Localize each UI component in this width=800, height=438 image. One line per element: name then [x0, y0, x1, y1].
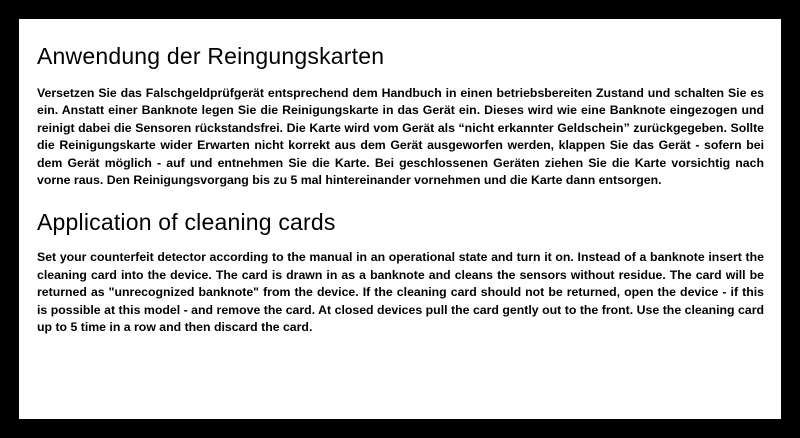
english-heading: Application of cleaning cards — [37, 209, 336, 236]
english-section — [37, 207, 764, 336]
german-heading: Anwendung der Reingungskarten — [37, 43, 385, 69]
german-paragraph: Versetzen Sie das Falschgeldprüfgerät entsprechend dem Handbuch in einen betriebsbereiten Zustand und schalten Sie es ein. Anstatt einer Banknote legen Sie die Reinigungskarte in das Gerät ein. Dieses wird wie eine Banknote eingezogen und reinigt dabei die Sensoren rückstandsfrei. Die Karte wird vom Gerät als “nicht erkannter Geldschein” zurückgegeben. Sollte die Reinigungskarte wider Erwarten nicht korrekt aus dem Gerät ausgeworfen werden, klappen Sie das Gerät - sofern bei dem Gerät möglich - auf und entnehmen Sie die Karte. Bei geschlossenen Geräten ziehen Sie die Karte vorsichtig nach vorne raus. Den Reinigungsvorgang bis zu 5 mal hintereinander vornehmen und die Karte dann entsorgen. — [37, 86, 764, 188]
english-paragraph: Set your counterfeit detector according to the manual in an operational state and turn it on. Instead of a banknote insert the cleaning card into the device. The card is drawn in as a banknote and cleans the sensors without residue. The card will be returned as "unrecognized banknote" from the device. If the cleaning card should not be returned, open the device - if this is possible at this model - and remove the card. At closed devices pull the card gently out to the front. Use the cleaning card up to 5 time in a row and then discard the card. — [37, 250, 764, 335]
instruction-card — [19, 19, 781, 419]
german-section — [37, 41, 764, 189]
